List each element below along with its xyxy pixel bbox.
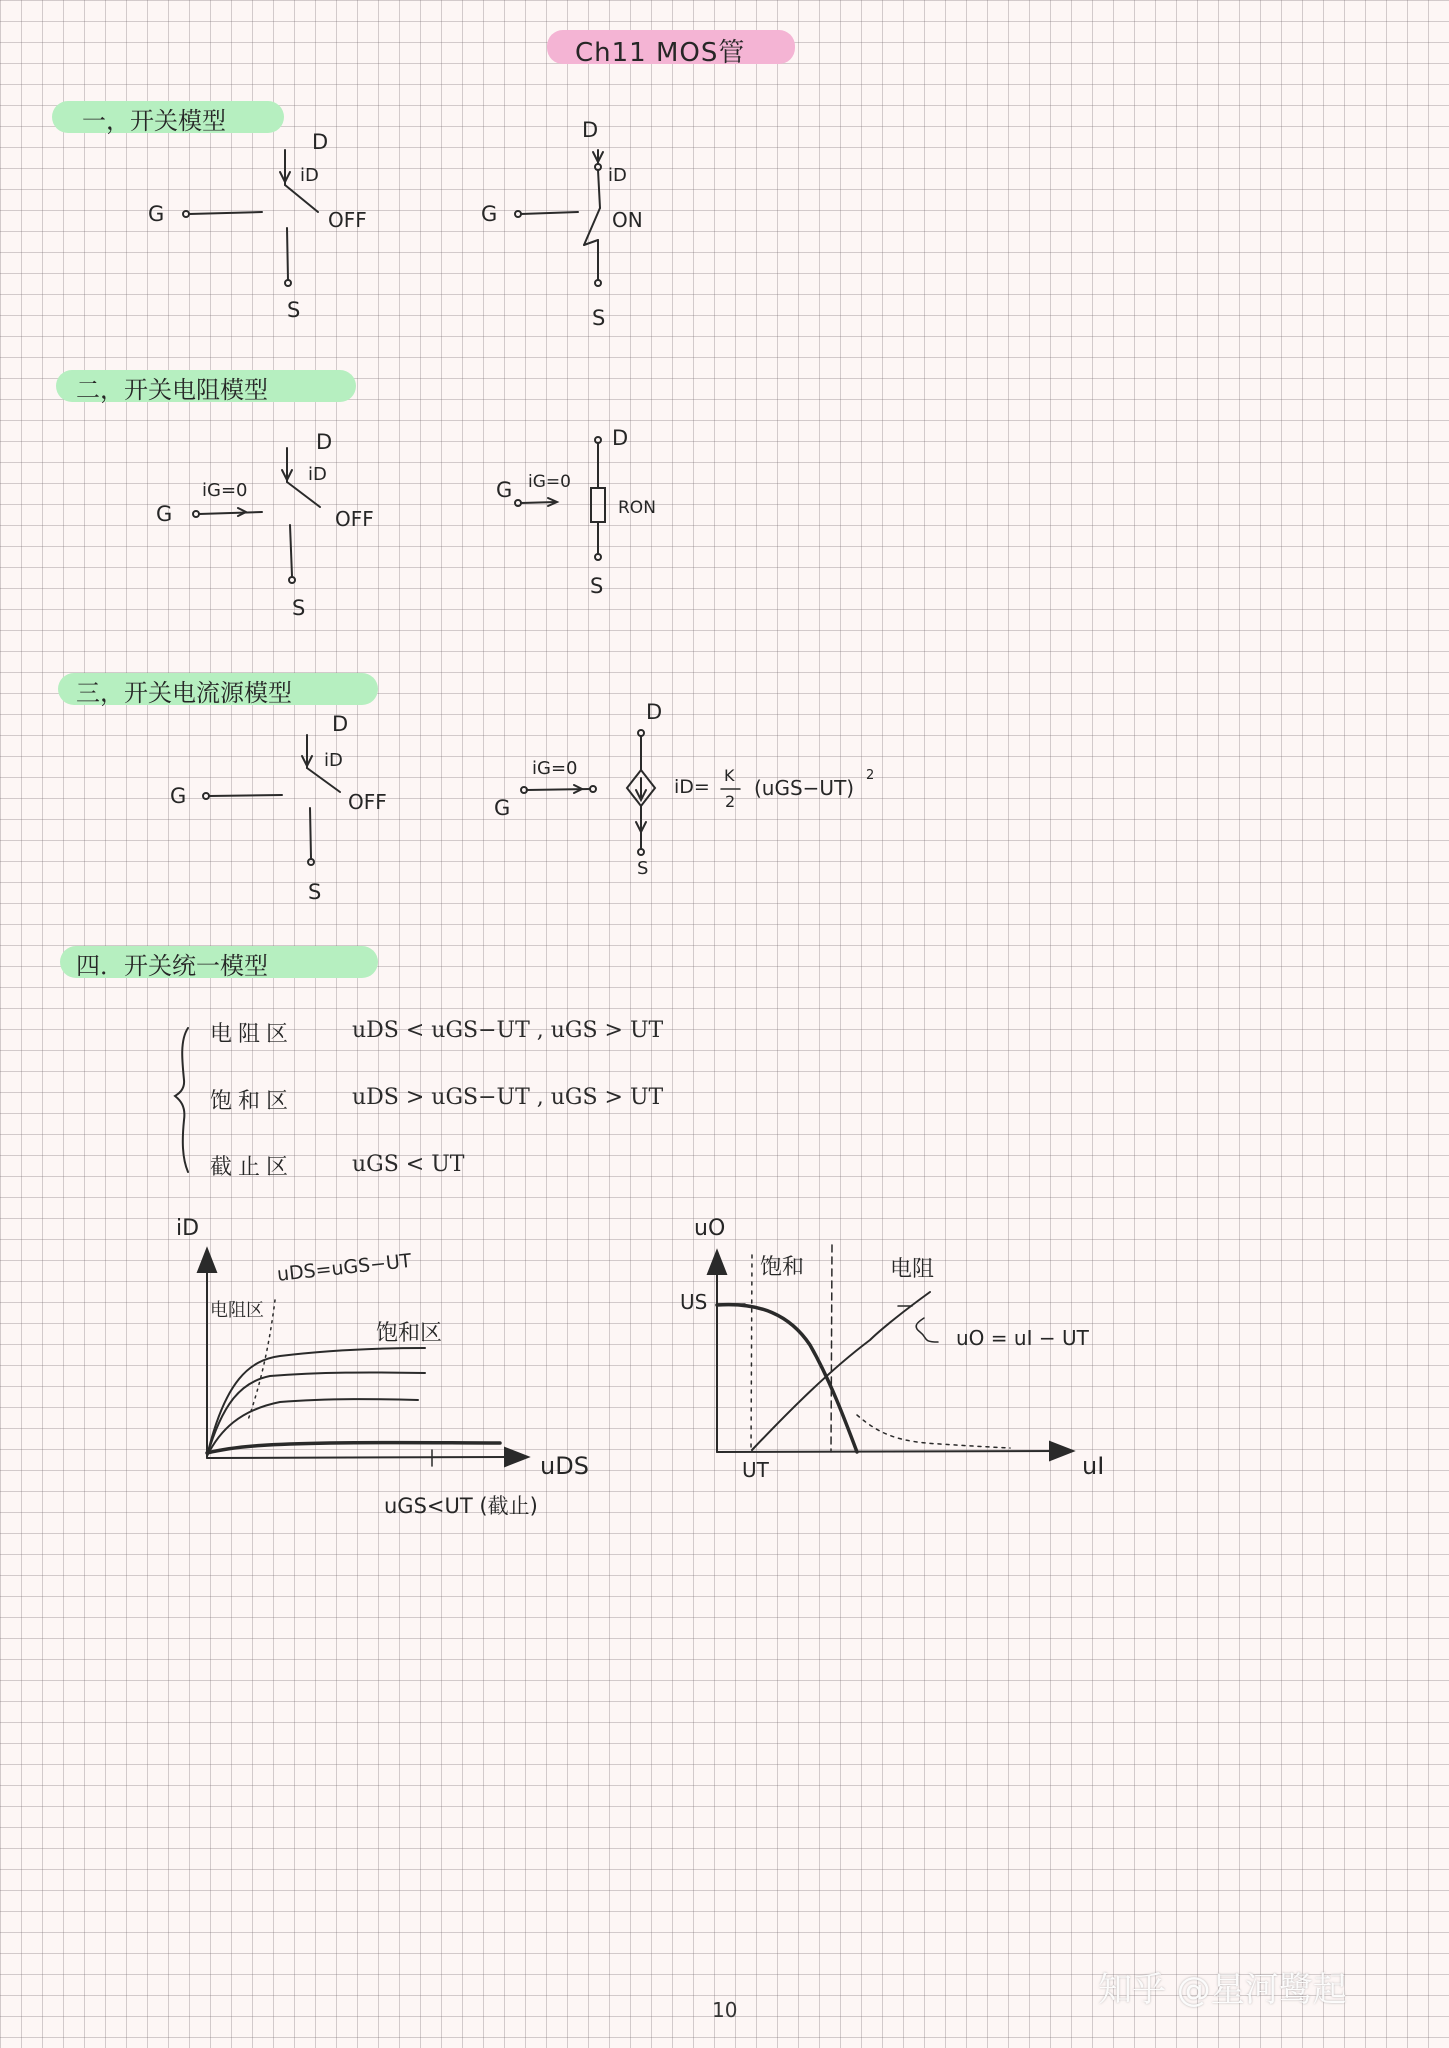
graph-left-resistor-label: 电阻区 bbox=[210, 1300, 264, 1321]
s3-formula-k: K bbox=[724, 766, 735, 785]
watermark: 知乎 @星河鹭起 bbox=[1098, 1970, 1347, 2010]
graph-left-y-axis-label: iD bbox=[176, 1216, 200, 1241]
s3-formula-lhs: iD= bbox=[674, 776, 710, 798]
s1-on-current-label: iD bbox=[608, 165, 627, 186]
graph-right-x-axis-label: uI bbox=[1082, 1452, 1105, 1480]
s3-on-source-label: S bbox=[637, 858, 649, 879]
graph-right-resistor-label: 电阻 bbox=[890, 1257, 935, 1282]
s2-off-gate-current-label: iG=0 bbox=[202, 480, 248, 501]
s2-off-state-label: OFF bbox=[335, 507, 374, 531]
region-name-resistor: 电阻区 bbox=[210, 1022, 295, 1047]
s1-off-drain-label: D bbox=[312, 130, 329, 154]
graph-left-boundary-label: uDS=uGS−UT bbox=[276, 1249, 413, 1286]
graph-left-x-axis-label: uDS bbox=[540, 1452, 589, 1480]
s3-off-gate-label: G bbox=[170, 784, 187, 808]
graph-right-curve-label: uO = uI − UT bbox=[956, 1326, 1089, 1350]
s2-on-gate-current-label: iG=0 bbox=[528, 472, 571, 492]
s1-off-current-label: iD bbox=[300, 165, 319, 186]
graph-left-cutoff-label: uGS<UT (截止) bbox=[384, 1494, 538, 1518]
s3-off-state-label: OFF bbox=[348, 790, 387, 814]
graph-right-ut-label: UT bbox=[742, 1458, 769, 1482]
graph-right-y-axis-label: uO bbox=[694, 1216, 726, 1241]
graph-left-saturation-label: 饱和区 bbox=[376, 1321, 443, 1346]
s2-on-drain-label: D bbox=[612, 426, 629, 450]
page-title: Ch11 MOS管 bbox=[575, 38, 746, 68]
s1-off-state-label: OFF bbox=[328, 208, 367, 232]
s2-off-current-label: iD bbox=[308, 464, 327, 485]
section-heading-3: 三，开关电流源模型 bbox=[76, 679, 292, 707]
region-condition-saturation: uDS > uGS−UT , uGS > UT bbox=[352, 1085, 664, 1110]
s3-off-drain-label: D bbox=[332, 712, 349, 736]
region-condition-cutoff: uGS < UT bbox=[352, 1152, 465, 1177]
s2-off-drain-label: D bbox=[316, 430, 333, 454]
s2-on-gate-label: G bbox=[496, 478, 513, 502]
s1-on-drain-label: D bbox=[582, 118, 599, 142]
graph-right-saturation-label: 饱和 bbox=[760, 1255, 805, 1280]
s3-on-gate-label: G bbox=[494, 796, 511, 820]
s1-off-source-label: S bbox=[287, 298, 301, 322]
s2-ron-label: RON bbox=[618, 498, 656, 518]
graph-right-vs-label: US bbox=[680, 1290, 708, 1314]
s3-formula-body: (uGS−UT) bbox=[754, 776, 855, 800]
region-name-cutoff: 截止区 bbox=[210, 1155, 295, 1180]
s3-on-drain-label: D bbox=[646, 700, 663, 724]
s3-formula-two: 2 bbox=[725, 792, 736, 811]
s1-off-gate-label: G bbox=[148, 202, 165, 226]
section-heading-2: 二，开关电阻模型 bbox=[76, 376, 268, 404]
region-condition-resistor: uDS < uGS−UT , uGS > UT bbox=[352, 1018, 664, 1043]
s2-off-source-label: S bbox=[292, 596, 306, 620]
s1-on-source-label: S bbox=[592, 306, 606, 330]
section-heading-4: 四．开关统一模型 bbox=[76, 952, 268, 980]
s1-on-state-label: ON bbox=[612, 208, 643, 232]
s1-on-gate-label: G bbox=[481, 202, 498, 226]
s3-formula-exp: 2 bbox=[866, 768, 875, 783]
region-name-saturation: 饱和区 bbox=[210, 1089, 295, 1114]
s3-off-current-label: iD bbox=[324, 750, 343, 771]
section-heading-1: 一，开关模型 bbox=[82, 107, 226, 135]
s2-off-gate-label: G bbox=[156, 502, 173, 526]
s2-on-source-label: S bbox=[590, 574, 604, 598]
output-characteristic-graph bbox=[198, 1249, 528, 1466]
page-number: 10 bbox=[712, 1998, 738, 2022]
s3-on-gate-current-label: iG=0 bbox=[532, 758, 578, 779]
s3-off-source-label: S bbox=[308, 880, 322, 904]
